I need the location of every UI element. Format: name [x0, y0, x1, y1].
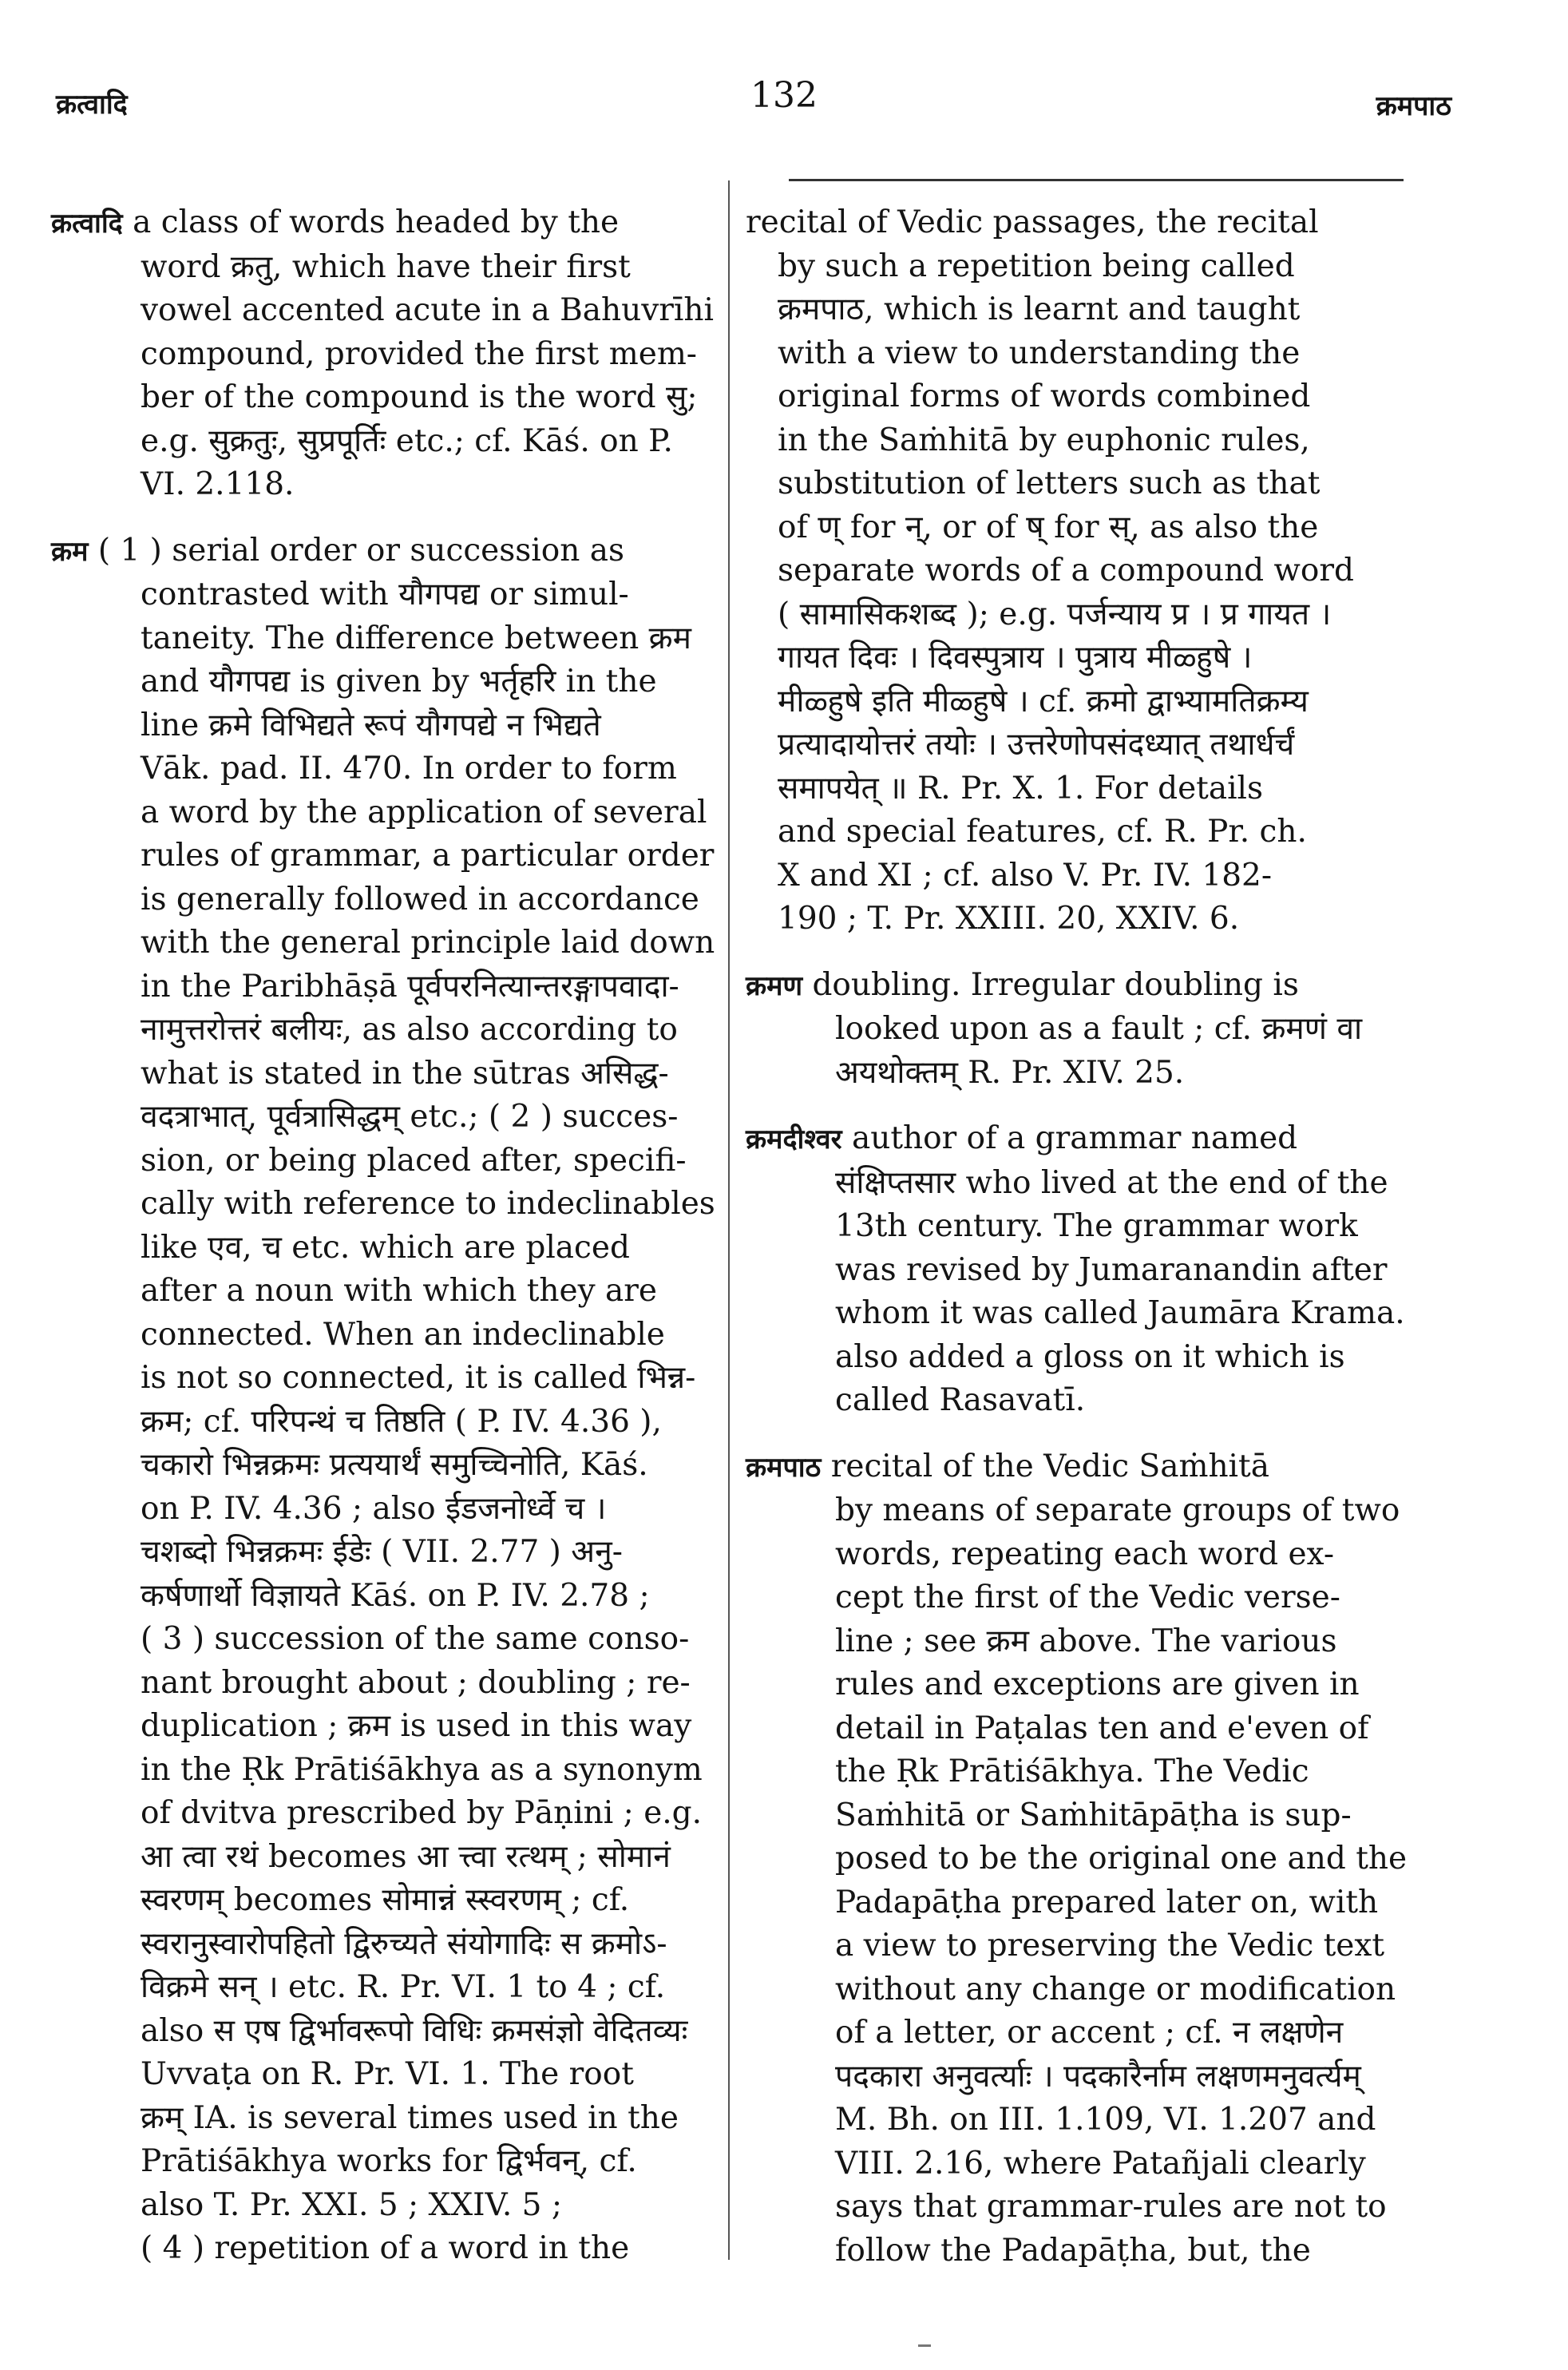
dictionary-entry [746, 1117, 1405, 1423]
entry-line [51, 201, 706, 246]
entry-text: rules of grammar, a particular order [141, 838, 715, 874]
entry-headword: क्रमपाठ [746, 1451, 822, 1484]
entry-text: मीळ्हुषे इति मीळ्हुषे । cf. क्रमो द्वाभ्यामतिक्रम्य [778, 683, 1309, 719]
entry-text: word क्रतु, which have their first [141, 248, 631, 285]
entry-line [141, 2227, 706, 2271]
entry-text: was revised by Jumaranandin after [835, 1251, 1388, 1288]
entry-line [778, 810, 1400, 854]
entry-text: नामुत्तरोत्तरं बलीयः, as also according to [141, 1012, 678, 1048]
entry-line [746, 201, 1400, 245]
entry-text: duplication ; क्रम is used in this way [141, 1708, 692, 1744]
entry-text: चकारो भिन्नक्रमः प्रत्ययार्थं समुच्चिनोति, Kāś. [141, 1447, 648, 1483]
entry-line [141, 2140, 706, 2184]
entry-line [141, 1749, 706, 1793]
entry-text: विक्रमे सन् । etc. R. Pr. VI. 1 to 4 ; cf. [141, 1969, 666, 2005]
entry-text: आ त्वा रथं becomes आ त्त्वा रत्थम् ; सोमानं [141, 1838, 671, 1875]
entry-text: Padapāṭha prepared later on, with [835, 1884, 1379, 1920]
dictionary-entry [746, 201, 1400, 941]
dictionary-entry [51, 201, 714, 507]
entry-line [835, 1707, 1400, 1751]
entry-text: what is stated in the sūtras असिद्ध- [141, 1055, 669, 1092]
entry-line [141, 1618, 706, 1662]
entry-line [141, 1009, 706, 1052]
entry-headword: क्रम [51, 535, 89, 568]
dictionary-entry [746, 1445, 1408, 2273]
entry-line [778, 593, 1400, 637]
entry-line [835, 1663, 1400, 1707]
entry-text: 190 ; T. Pr. XXIII. 20, XXIV. 6. [778, 901, 1240, 937]
entry-line [141, 878, 706, 922]
entry-text: also स एष द्विर्भावरूपो विधिः क्रमसंज्ञो वेदितव्यः [141, 2012, 688, 2049]
entry-line [746, 964, 1400, 1009]
entry-text: in the Saṁhitā by euphonic rules, [778, 422, 1310, 458]
entry-line [778, 636, 1400, 680]
entry-line [141, 2097, 706, 2141]
entry-text: cally with reference to indeclinables [141, 1186, 715, 1222]
entry-line [141, 463, 706, 507]
entry-text: recital of the Vedic Saṁhitā [830, 1448, 1269, 1484]
entry-text: Vāk. pad. II. 470. In order to form [141, 751, 677, 787]
entry-line [141, 1792, 706, 1836]
entry-line [835, 2142, 1400, 2186]
entry-line [141, 1662, 706, 1706]
entry-text: a word by the application of several [141, 794, 707, 830]
header-rule [789, 179, 1404, 181]
entry-line [141, 1923, 706, 1967]
entry-line [141, 660, 706, 704]
entry-text: looked upon as a fault ; cf. क्रमणं वा [835, 1011, 1363, 1047]
entry-text: follow the Padapāṭha, but, the [835, 2232, 1311, 2269]
entry-text: author of a grammar named [851, 1120, 1298, 1156]
entry-text: क्रम् IA. is several times used in the [141, 2099, 679, 2136]
entry-text: also T. Pr. XXI. 5 ; XXIV. 5 ; [141, 2186, 562, 2223]
dictionary-entry [51, 529, 715, 2271]
entry-line [141, 1444, 706, 1488]
entry-text: अयथोक्तम् R. Pr. XIV. 25. [835, 1054, 1185, 1091]
entry-line [835, 2229, 1400, 2273]
entry-text: स्वरानुस्वारोपहितो द्विरुच्यते संयोगादिः स क्रमोऽ- [141, 1925, 667, 1962]
entry-text: ( 4 ) repetition of a word in the [141, 2230, 630, 2266]
entry-text: X and XI ; cf. also V. Pr. IV. 182- [778, 857, 1272, 894]
entry-line [141, 1879, 706, 1923]
entry-line [141, 747, 706, 791]
entry-text: and यौगपद्य is given by भर्तृहरि in the [141, 664, 657, 700]
entry-text: contrasted with यौगपद्य or simul- [141, 577, 629, 612]
entry-text: also added a gloss on it which is [835, 1338, 1345, 1375]
entry-line [746, 1117, 1400, 1162]
entry-line [141, 1705, 706, 1749]
entry-line [141, 1270, 706, 1314]
entry-text: separate words of a compound word [778, 553, 1355, 589]
entry-line [835, 1052, 1400, 1096]
entry-line [835, 1292, 1405, 1336]
entry-line [835, 2055, 1400, 2099]
entry-text: connected. When an indeclinable [141, 1316, 665, 1353]
entry-line [778, 288, 1400, 332]
entry-text: posed to be the original one and the [835, 1841, 1408, 1877]
entry-line [778, 854, 1400, 898]
entry-line [141, 420, 706, 464]
entry-text: nant brought about ; doubling ; re- [141, 1664, 691, 1701]
entry-line [778, 506, 1400, 550]
entry-line [141, 289, 714, 333]
entry-line [835, 1750, 1400, 1794]
entry-line [141, 921, 715, 965]
entry-text: VIII. 2.16, where Patañjali clearly [835, 2145, 1366, 2182]
entry-text: ( सामासिकशब्द ); e.g. पर्जन्याय प्र । प्र गायत । [778, 596, 1332, 632]
entry-text: on P. IV. 4.36 ; also ईडजनोर्ध्वे च । [141, 1490, 607, 1527]
entry-text: संक्षिप्तसार who lived at the end of the [835, 1164, 1388, 1201]
entry-text: M. Bh. on III. 1.109, VI. 1.207 and [835, 2102, 1376, 2138]
entry-headword: क्रत्वादि [51, 208, 123, 240]
entry-line [835, 1794, 1400, 1838]
entry-line [835, 2186, 1400, 2229]
entry-text: पदकारा अनुवर्त्याः । पदकारैर्नाम लक्षणमनुवर्त्यम् [835, 2058, 1361, 2095]
entry-text: ( 3 ) succession of the same conso- [141, 1621, 690, 1657]
entry-text: rules and exceptions are given in [835, 1667, 1360, 1702]
entry-line [746, 1445, 1400, 1490]
column-divider [728, 180, 730, 2260]
entry-line [835, 1881, 1400, 1925]
entry-line [835, 1162, 1400, 1206]
entry-text: vowel accented acute in a Bahuvrīhi [141, 292, 714, 328]
entry-line [778, 419, 1400, 463]
entry-line [141, 1401, 706, 1445]
entry-text: is not so connected, it is called भिन्न- [141, 1360, 696, 1396]
entry-text: of ण् for न्, or of ष् for स्, as also the [778, 509, 1319, 545]
entry-line [835, 1576, 1400, 1620]
entry-line [141, 1096, 706, 1139]
entry-text: स्वरणम् becomes सोमान्नं स्स्वरणम् ; cf. [141, 1882, 630, 1918]
entry-line [141, 1139, 706, 1183]
entry-text: the Ṛk Prātiśākhya. The Vedic [835, 1754, 1309, 1789]
entry-text: ( 1 ) serial order or succession as [97, 532, 625, 569]
entry-text: is generally followed in accordance [141, 881, 699, 917]
entry-line [778, 549, 1400, 593]
entry-line [835, 1249, 1400, 1293]
entry-line [141, 1488, 706, 1532]
entry-text: a class of words headed by the [133, 204, 620, 240]
entry-line [141, 965, 706, 1009]
entry-text: Prātiśākhya works for द्विर्भवन्, cf. [141, 2143, 637, 2179]
entry-line [835, 1205, 1400, 1249]
entry-text: चशब्दो भिन्नक्रमः ईडेः ( VII. 2.77 ) अनु- [141, 1534, 623, 1570]
entry-text: line ; see क्रम above. The various [835, 1623, 1337, 1659]
entry-line [51, 529, 706, 574]
entry-text: क्रमपाठ, which is learnt and taught [778, 291, 1301, 327]
page-number: 132 [750, 75, 818, 116]
entry-line [141, 1052, 706, 1096]
entry-text: compound, provided the first mem- [141, 335, 697, 372]
entry-headword: क्रमदीश्वर [746, 1124, 842, 1155]
entry-text: by such a repetition being called [778, 248, 1295, 284]
entry-text: detail in Paṭalas ten and e'even of [835, 1710, 1369, 1746]
entry-line [835, 1489, 1400, 1533]
entry-text: in the Paribhāṣā पूर्वपरनित्यान्तरङ्गापवादा- [141, 968, 679, 1005]
entry-text: doubling. Irregular doubling is [812, 966, 1299, 1003]
entry-line [835, 1008, 1400, 1052]
header-right-guide-word: क्रमपाठ [1376, 90, 1451, 122]
entry-text: original forms of words combined [778, 378, 1311, 414]
entry-text: substitution of letters such as that [778, 466, 1321, 501]
entry-text: VI. 2.118. [141, 466, 295, 502]
entry-line [141, 2053, 706, 2097]
entry-line [835, 1336, 1400, 1380]
entry-line [141, 1357, 706, 1401]
entry-line [778, 723, 1400, 767]
entry-text: समापयेत् ॥ R. Pr. X. 1. For details [778, 770, 1264, 807]
entry-line [835, 2011, 1400, 2055]
entry-line [835, 1379, 1400, 1423]
entry-line [778, 332, 1400, 376]
entry-text: गायत दिवः । दिवस्पुत्राय । पुत्राय मीळ्हुषे । [778, 640, 1253, 676]
left-column [51, 201, 715, 2293]
entry-line [835, 1837, 1408, 1881]
page-mark [918, 2344, 931, 2347]
entry-text: words, repeating each word ex- [835, 1536, 1335, 1572]
entry-line [778, 767, 1400, 811]
entry-line [141, 2184, 706, 2228]
dictionary-entry [746, 964, 1400, 1096]
entry-line [141, 1183, 715, 1227]
entry-text: taneity. The difference between क्रम [141, 620, 691, 656]
entry-text: of dvitva prescribed by Pāṇini ; e.g. [141, 1795, 703, 1831]
entry-text: ber of the compound is the word सु; [141, 379, 698, 415]
entry-text: with a view to understanding the [778, 335, 1301, 371]
entry-headword: क्रमण [746, 969, 803, 1002]
entry-text: कर्षणार्थो विज्ञायते Kāś. on P. IV. 2.78 ; [141, 1577, 650, 1614]
entry-text: of a letter, or accent ; cf. न लक्षणेन [835, 2015, 1344, 2051]
entry-line [835, 1533, 1400, 1577]
entry-line [835, 1968, 1400, 2012]
entry-text: like एव, च etc. which are placed [141, 1229, 630, 1266]
entry-text: by means of separate groups of two [835, 1492, 1400, 1528]
entry-line [141, 791, 706, 835]
entry-line [141, 1314, 706, 1357]
entry-line [778, 898, 1400, 941]
entry-line [778, 680, 1400, 724]
entry-line [141, 2010, 706, 2054]
entry-text: क्रम; cf. परिपन्थं च तिष्ठति ( P. IV. 4.36 ), [141, 1403, 662, 1440]
entry-text: 13th century. The grammar work [835, 1208, 1358, 1244]
entry-text: वदत्राभात्, पूर्वत्रासिद्धम् etc.; ( 2 ) succes- [141, 1099, 679, 1135]
entry-text: cept the first of the Vedic verse- [835, 1579, 1340, 1615]
entry-text: and special features, cf. R. Pr. ch. [778, 814, 1307, 850]
entry-text: without any change or modification [835, 1971, 1396, 2007]
entry-line [141, 617, 706, 661]
entry-text: called Rasavatī. [835, 1382, 1086, 1418]
entry-line [141, 1836, 706, 1880]
entry-text: a view to preserving the Vedic text [835, 1928, 1385, 1964]
entry-text: in the Ṛk Prātiśākhya as a synonym [141, 1751, 703, 1788]
entry-text: line क्रमे विभिद्यते रूपं यौगपद्ये न भिद्यते [141, 707, 601, 743]
entry-line [141, 246, 706, 290]
entry-line [141, 1531, 706, 1575]
entry-text: e.g. सुक्रतुः, सुप्रपूर्तिः etc.; cf. Kāś. on P. [141, 422, 673, 459]
entry-line [141, 573, 706, 617]
entry-text: recital of Vedic passages, the recital [746, 204, 1319, 240]
entry-line [835, 1620, 1400, 1664]
entry-line [141, 1575, 706, 1619]
entry-text: with the general principle laid down [141, 925, 715, 961]
entry-line [141, 1966, 706, 2010]
entry-text: Uvvaṭa on R. Pr. VI. 1. The root [141, 2056, 634, 2092]
entry-line [835, 1924, 1400, 1968]
entry-line [835, 2099, 1400, 2142]
entry-line [778, 462, 1400, 506]
entry-line [141, 1227, 706, 1270]
entry-text: sion, or being placed after, specifi- [141, 1142, 687, 1179]
entry-line [778, 245, 1400, 289]
entry-line [141, 376, 706, 420]
entry-line [141, 834, 715, 878]
entry-text: प्रत्यादायोत्तरं तयोः । उत्तरेणोपसंदध्यात् तथार्धर्चं [778, 727, 1295, 763]
entry-text: Saṁhitā or Saṁhitāpāṭha is sup- [835, 1797, 1352, 1833]
entry-line [141, 333, 706, 377]
right-column [746, 201, 1408, 2295]
entry-line [141, 704, 706, 748]
entry-text: whom it was called Jaumāra Krama. [835, 1295, 1405, 1331]
header-left-guide-word: क्रत्वादि [56, 89, 128, 121]
entry-line [778, 375, 1400, 419]
entry-text: says that grammar-rules are not to [835, 2189, 1387, 2225]
page-header [0, 67, 1568, 131]
entry-text: after a noun with which they are [141, 1273, 658, 1309]
